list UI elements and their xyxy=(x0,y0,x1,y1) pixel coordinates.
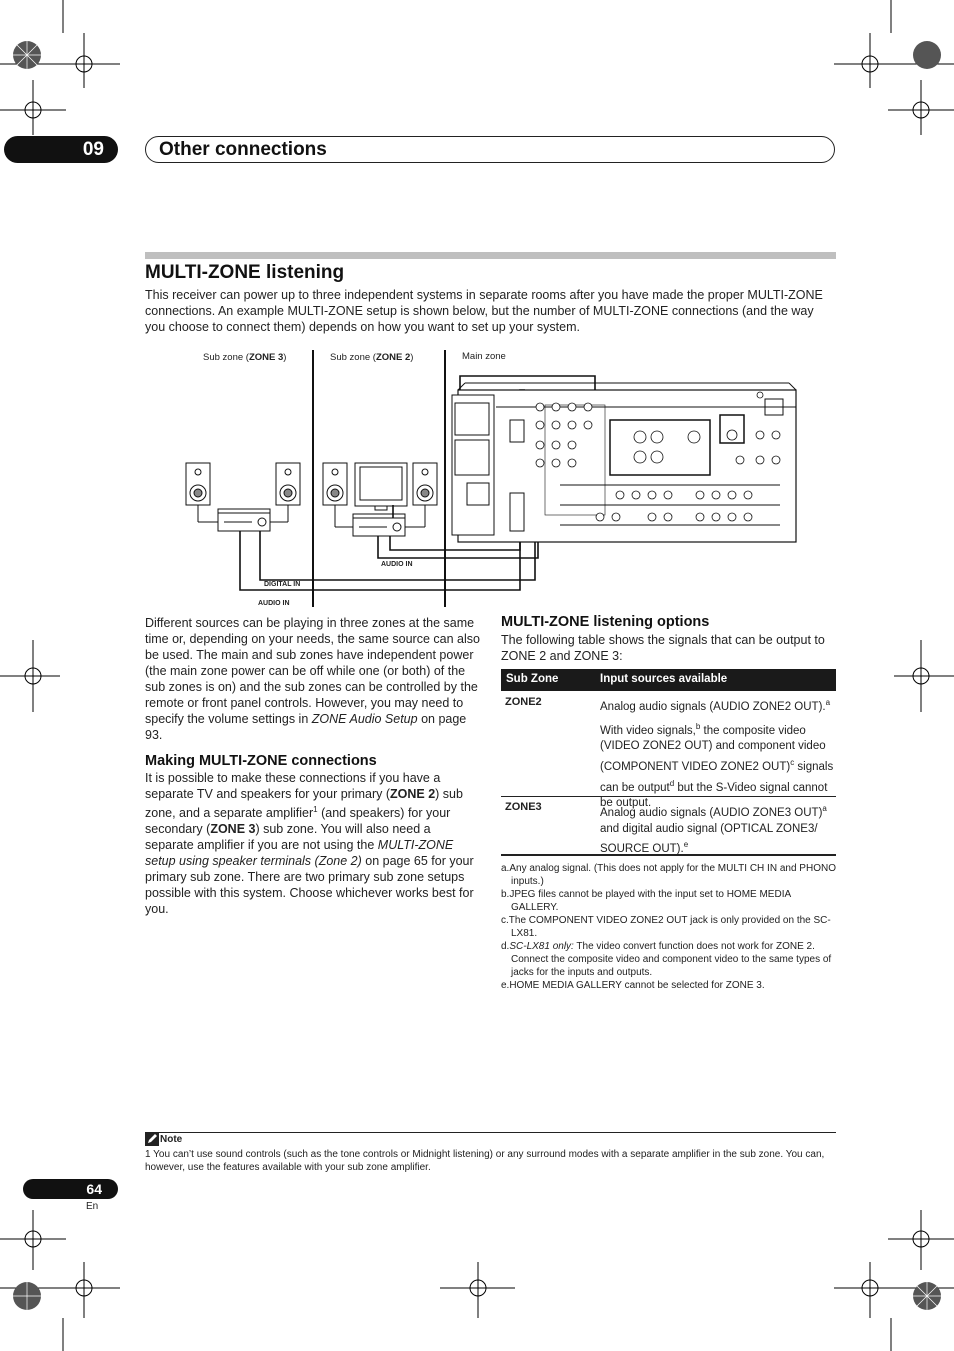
making-connections-paragraph: It is possible to make these connections if you have a separate TV and speakers for your primary (ZONE 2) sub zone, and a separate amplifier$^1$ (and speakers) for your secondary (ZONE 3) sub zone. You will also need a separate amplifier if you are not using the MULTI-ZONE setup using speaker terminals (Zone 2) on page 65 for your primary sub zone. There are two primary sub zone setups possible with this system. Choose whichever works best for you. xyxy=(145,771,474,917)
section-rule xyxy=(145,252,836,259)
note-rule xyxy=(145,1132,836,1133)
options-heading: MULTI-ZONE listening options xyxy=(501,614,710,630)
note-text: 1 You can’t use sound controls (such as the tone controls or Midnight listening) or any surround modes with a separate amplifier in the sub zone. You can, however, use the features available with your sub zone amplifier. xyxy=(145,1149,825,1173)
footnote-a: a.Any analog signal. (This does not apply for the MULTI CH IN and PHONO inputs.) xyxy=(501,863,836,887)
page-number: 64 xyxy=(23,1179,118,1199)
footnote-e: e.HOME MEDIA GALLERY cannot be selected for ZONE 3. xyxy=(501,980,765,991)
table-header-sub-zone: Sub Zone xyxy=(506,673,559,685)
table-cell-zone3-sources: Analog audio signals (AUDIO ZONE3 OUT)$^a$ and digital audio signal (OPTICAL ZONE3/ SOURCE OUT).$^e$ xyxy=(600,804,827,856)
zone3-audio-in-label: AUDIO IN xyxy=(258,600,290,607)
intro-paragraph: This receiver can power up to three independent systems in separate rooms after you have made the proper MULTI-ZONE connections. An example MULTI-ZONE setup is shown below, but the number of MULTI-ZONE connections (and the way you choose to connect them) depends on how you want to set up your system. xyxy=(145,288,823,334)
zone2-audio-in-label: AUDIO IN xyxy=(381,561,413,568)
making-connections-heading: Making MULTI-ZONE connections xyxy=(145,753,377,769)
chapter-number-badge: 09 xyxy=(4,136,118,163)
multi-zone-connection-diagram xyxy=(180,345,800,610)
section-title: MULTI-ZONE listening xyxy=(145,262,345,283)
table-cell-zone2-sources: Analog audio signals (AUDIO ZONE2 OUT).$^a$ With video signals,$^b$ the composite video (VIDEO ZONE2 OUT) and component video (COMPONENT VIDEO ZONE2 OUT)$^c$ signals can be output$^d$ but the S-Video signal cannot be output. xyxy=(600,698,834,810)
table-footnotes xyxy=(501,862,836,992)
chapter-title: Other connections xyxy=(159,139,327,160)
zones-paragraph: Different sources can be playing in three zones at the same time or, depending on your needs, the same source can also be used. The main and sub zones have independent power (the main zone power can be off while one (or both) of the sub zones is on) and the sub zones can be controlled by the remote or front panel controls. However, you may need to specify the volume settings in ZONE Audio Setup on page 93. xyxy=(145,616,480,742)
note-label: Note xyxy=(160,1134,183,1145)
main-zone-label: Main zone xyxy=(462,351,506,362)
left-column xyxy=(145,615,480,917)
table-header xyxy=(501,669,836,691)
options-paragraph: The following table shows the signals that can be output to ZONE 2 and ZONE 3: xyxy=(501,633,825,663)
right-column xyxy=(501,614,836,664)
footnote-c: c.The COMPONENT VIDEO ZONE2 OUT jack is only provided on the SC-LX81. xyxy=(501,915,831,939)
table-header-input-sources: Input sources available xyxy=(600,673,728,685)
zone2-label: Sub zone (ZONE 2) xyxy=(330,352,414,363)
table-cell-zone3: ZONE3 xyxy=(505,801,542,813)
footnote-d: d.SC-LX81 only: The video convert function does not work for ZONE 2. Connect the composite video and component video to the same types of jacks for the inputs and outputs. xyxy=(501,941,832,978)
table-row xyxy=(501,797,836,854)
language-code: En xyxy=(86,1201,99,1212)
zone3-label: Sub zone (ZONE 3) xyxy=(203,352,287,363)
zone-signals-table xyxy=(501,669,836,856)
footnote-b: b.JPEG files cannot be played with the input set to HOME MEDIA GALLERY. xyxy=(501,889,791,913)
note-pencil-icon xyxy=(145,1133,159,1146)
digital-in-label: DIGITAL IN xyxy=(264,581,301,588)
table-cell-zone2: ZONE2 xyxy=(505,696,542,708)
